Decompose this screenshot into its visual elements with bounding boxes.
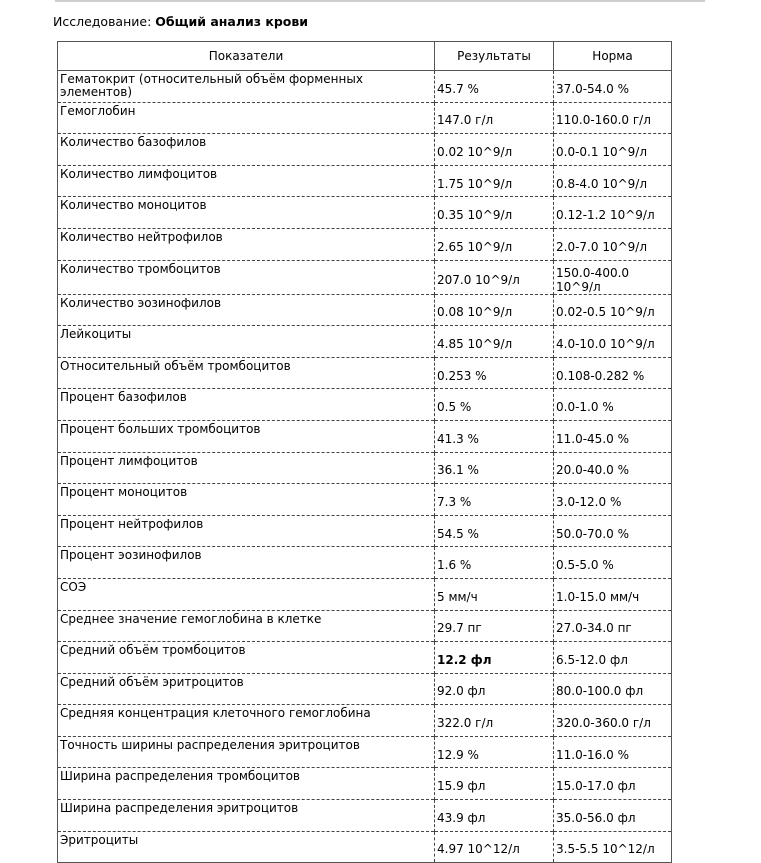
- table-row: [58, 547, 672, 579]
- norm-cell: 37.0-54.0 %: [556, 81, 629, 96]
- indicator-cell: Количество эозинофилов: [58, 294, 435, 326]
- study-heading: [53, 14, 308, 29]
- result-cell: 147.0 г/л: [435, 102, 554, 134]
- norm-cell: 11.0-16.0 %: [554, 736, 672, 768]
- norm-cell: 80.0-100.0 фл: [554, 673, 672, 705]
- norm-cell: 0.0-1.0 %: [554, 389, 672, 421]
- table-row: [58, 452, 672, 484]
- indicator-cell: Процент эозинофилов: [58, 547, 435, 579]
- header-norm: Норма: [554, 42, 672, 71]
- indicator-cell: Гематокрит (относительный объём форменных элементов): [58, 71, 435, 103]
- norm-cell: 3.5-5.5 10^12/л: [554, 831, 672, 863]
- indicator-cell: СОЭ: [58, 578, 435, 610]
- results-table: [57, 41, 672, 863]
- result-cell: 54.5 %: [435, 515, 554, 547]
- header-indicator: Показатели: [58, 42, 435, 71]
- result-cell: 36.1 %: [435, 452, 554, 484]
- result-cell: 12.9 %: [435, 736, 554, 768]
- indicator-cell: Средний объём тромбоцитов: [58, 642, 435, 674]
- indicator-cell: Процент больших тромбоцитов: [58, 420, 435, 452]
- result-cell: 4.85 10^9/л: [435, 326, 554, 358]
- table-row: [58, 165, 672, 197]
- indicator-cell: Ширина распределения эритроцитов: [58, 800, 435, 832]
- table-row: [58, 831, 672, 863]
- norm-cell: 20.0-40.0 %: [554, 452, 672, 484]
- result-cell: 5 мм/ч: [435, 578, 554, 610]
- result-cell: 322.0 г/л: [435, 705, 554, 737]
- norm-cell: 15.0-17.0 фл: [554, 768, 672, 800]
- indicator-cell: Количество тромбоцитов: [58, 260, 435, 294]
- indicator-cell: Количество нейтрофилов: [58, 228, 435, 260]
- result-cell: 1.6 %: [435, 547, 554, 579]
- result-cell: 29.7 пг: [435, 610, 554, 642]
- result-cell: 2.65 10^9/л: [435, 228, 554, 260]
- table-row: [58, 294, 672, 326]
- norm-cell: 11.0-45.0 %: [554, 420, 672, 452]
- study-label: Исследование:: [53, 14, 152, 29]
- table-row: [58, 134, 672, 166]
- norm-cell: 110.0-160.0 г/л: [554, 102, 672, 134]
- indicator-cell: Процент моноцитов: [58, 484, 435, 516]
- result-cell: 0.253 %: [435, 357, 554, 389]
- table-row: [58, 420, 672, 452]
- table-row: [58, 357, 672, 389]
- study-title: Общий анализ крови: [155, 14, 309, 29]
- norm-cell: 0.12-1.2 10^9/л: [554, 197, 672, 229]
- result-cell: 41.3 %: [435, 420, 554, 452]
- norm-cell: 0.8-4.0 10^9/л: [554, 165, 672, 197]
- indicator-cell: Среднее значение гемоглобина в клетке: [58, 610, 435, 642]
- result-cell: 0.02 10^9/л: [435, 134, 554, 166]
- indicator-cell: Количество моноцитов: [58, 197, 435, 229]
- table-row: [58, 515, 672, 547]
- indicator-cell: Средняя концентрация клеточного гемоглобина: [58, 705, 435, 737]
- result-cell: 0.5 %: [435, 389, 554, 421]
- result-cell: 45.7 %: [435, 71, 554, 103]
- norm-cell: 35.0-56.0 фл: [554, 800, 672, 832]
- norm-cell: 0.0-0.1 10^9/л: [554, 134, 672, 166]
- norm-cell: 27.0-34.0 пг: [554, 610, 672, 642]
- norm-cell: 320.0-360.0 г/л: [554, 705, 672, 737]
- table-row: [58, 800, 672, 832]
- indicator-cell: Процент нейтрофилов: [58, 515, 435, 547]
- norm-cell: 2.0-7.0 10^9/л: [554, 228, 672, 260]
- result-cell: 7.3 %: [435, 484, 554, 516]
- norm-cell: 1.0-15.0 мм/ч: [554, 578, 672, 610]
- result-cell: 0.35 10^9/л: [435, 197, 554, 229]
- table-row: [58, 326, 672, 358]
- norm-cell: 3.0-12.0 %: [554, 484, 672, 516]
- table-row: [58, 71, 672, 103]
- table-row: [58, 484, 672, 516]
- table-header-row: [58, 42, 672, 71]
- indicator-cell: Количество лимфоцитов: [58, 165, 435, 197]
- table-row: [58, 673, 672, 705]
- table-row: [58, 768, 672, 800]
- norm-cell: 0.02-0.5 10^9/л: [554, 294, 672, 326]
- table-row: [58, 578, 672, 610]
- table-row: [58, 610, 672, 642]
- result-cell: 15.9 фл: [435, 768, 554, 800]
- result-cell: 0.08 10^9/л: [435, 294, 554, 326]
- table-row: [58, 260, 672, 294]
- norm-cell: 0.108-0.282 %: [554, 357, 672, 389]
- result-cell: 12.2 фл: [435, 642, 554, 674]
- indicator-cell: Средний объём эритроцитов: [58, 673, 435, 705]
- top-divider: [55, 0, 705, 2]
- indicator-cell: Лейкоциты: [58, 326, 435, 358]
- norm-cell: 4.0-10.0 10^9/л: [554, 326, 672, 358]
- table-row: [58, 197, 672, 229]
- result-cell: 207.0 10^9/л: [435, 260, 554, 294]
- indicator-cell: Количество базофилов: [58, 134, 435, 166]
- table-row: [58, 228, 672, 260]
- indicator-cell: Эритроциты: [58, 831, 435, 863]
- indicator-cell: Ширина распределения тромбоцитов: [58, 768, 435, 800]
- indicator-cell: Процент лимфоцитов: [58, 452, 435, 484]
- norm-cell: 150.0-400.0 10^9/л: [554, 260, 672, 294]
- result-cell: 43.9 фл: [435, 800, 554, 832]
- header-result: Результаты: [435, 42, 554, 71]
- table-row: [58, 736, 672, 768]
- indicator-cell: Точность ширины распределения эритроцитов: [58, 736, 435, 768]
- table-row: [58, 389, 672, 421]
- indicator-cell: Относительный объём тромбоцитов: [58, 357, 435, 389]
- result-cell: 92.0 фл: [435, 673, 554, 705]
- norm-cell: 50.0-70.0 %: [554, 515, 672, 547]
- result-cell: 4.97 10^12/л: [435, 831, 554, 863]
- table-row: [58, 102, 672, 134]
- norm-cell: 6.5-12.0 фл: [554, 642, 672, 674]
- indicator-cell: Гемоглобин: [58, 102, 435, 134]
- table-row: [58, 705, 672, 737]
- indicator-cell: Процент базофилов: [58, 389, 435, 421]
- result-cell: 1.75 10^9/л: [435, 165, 554, 197]
- norm-cell: 0.5-5.0 %: [554, 547, 672, 579]
- table-row: [58, 642, 672, 674]
